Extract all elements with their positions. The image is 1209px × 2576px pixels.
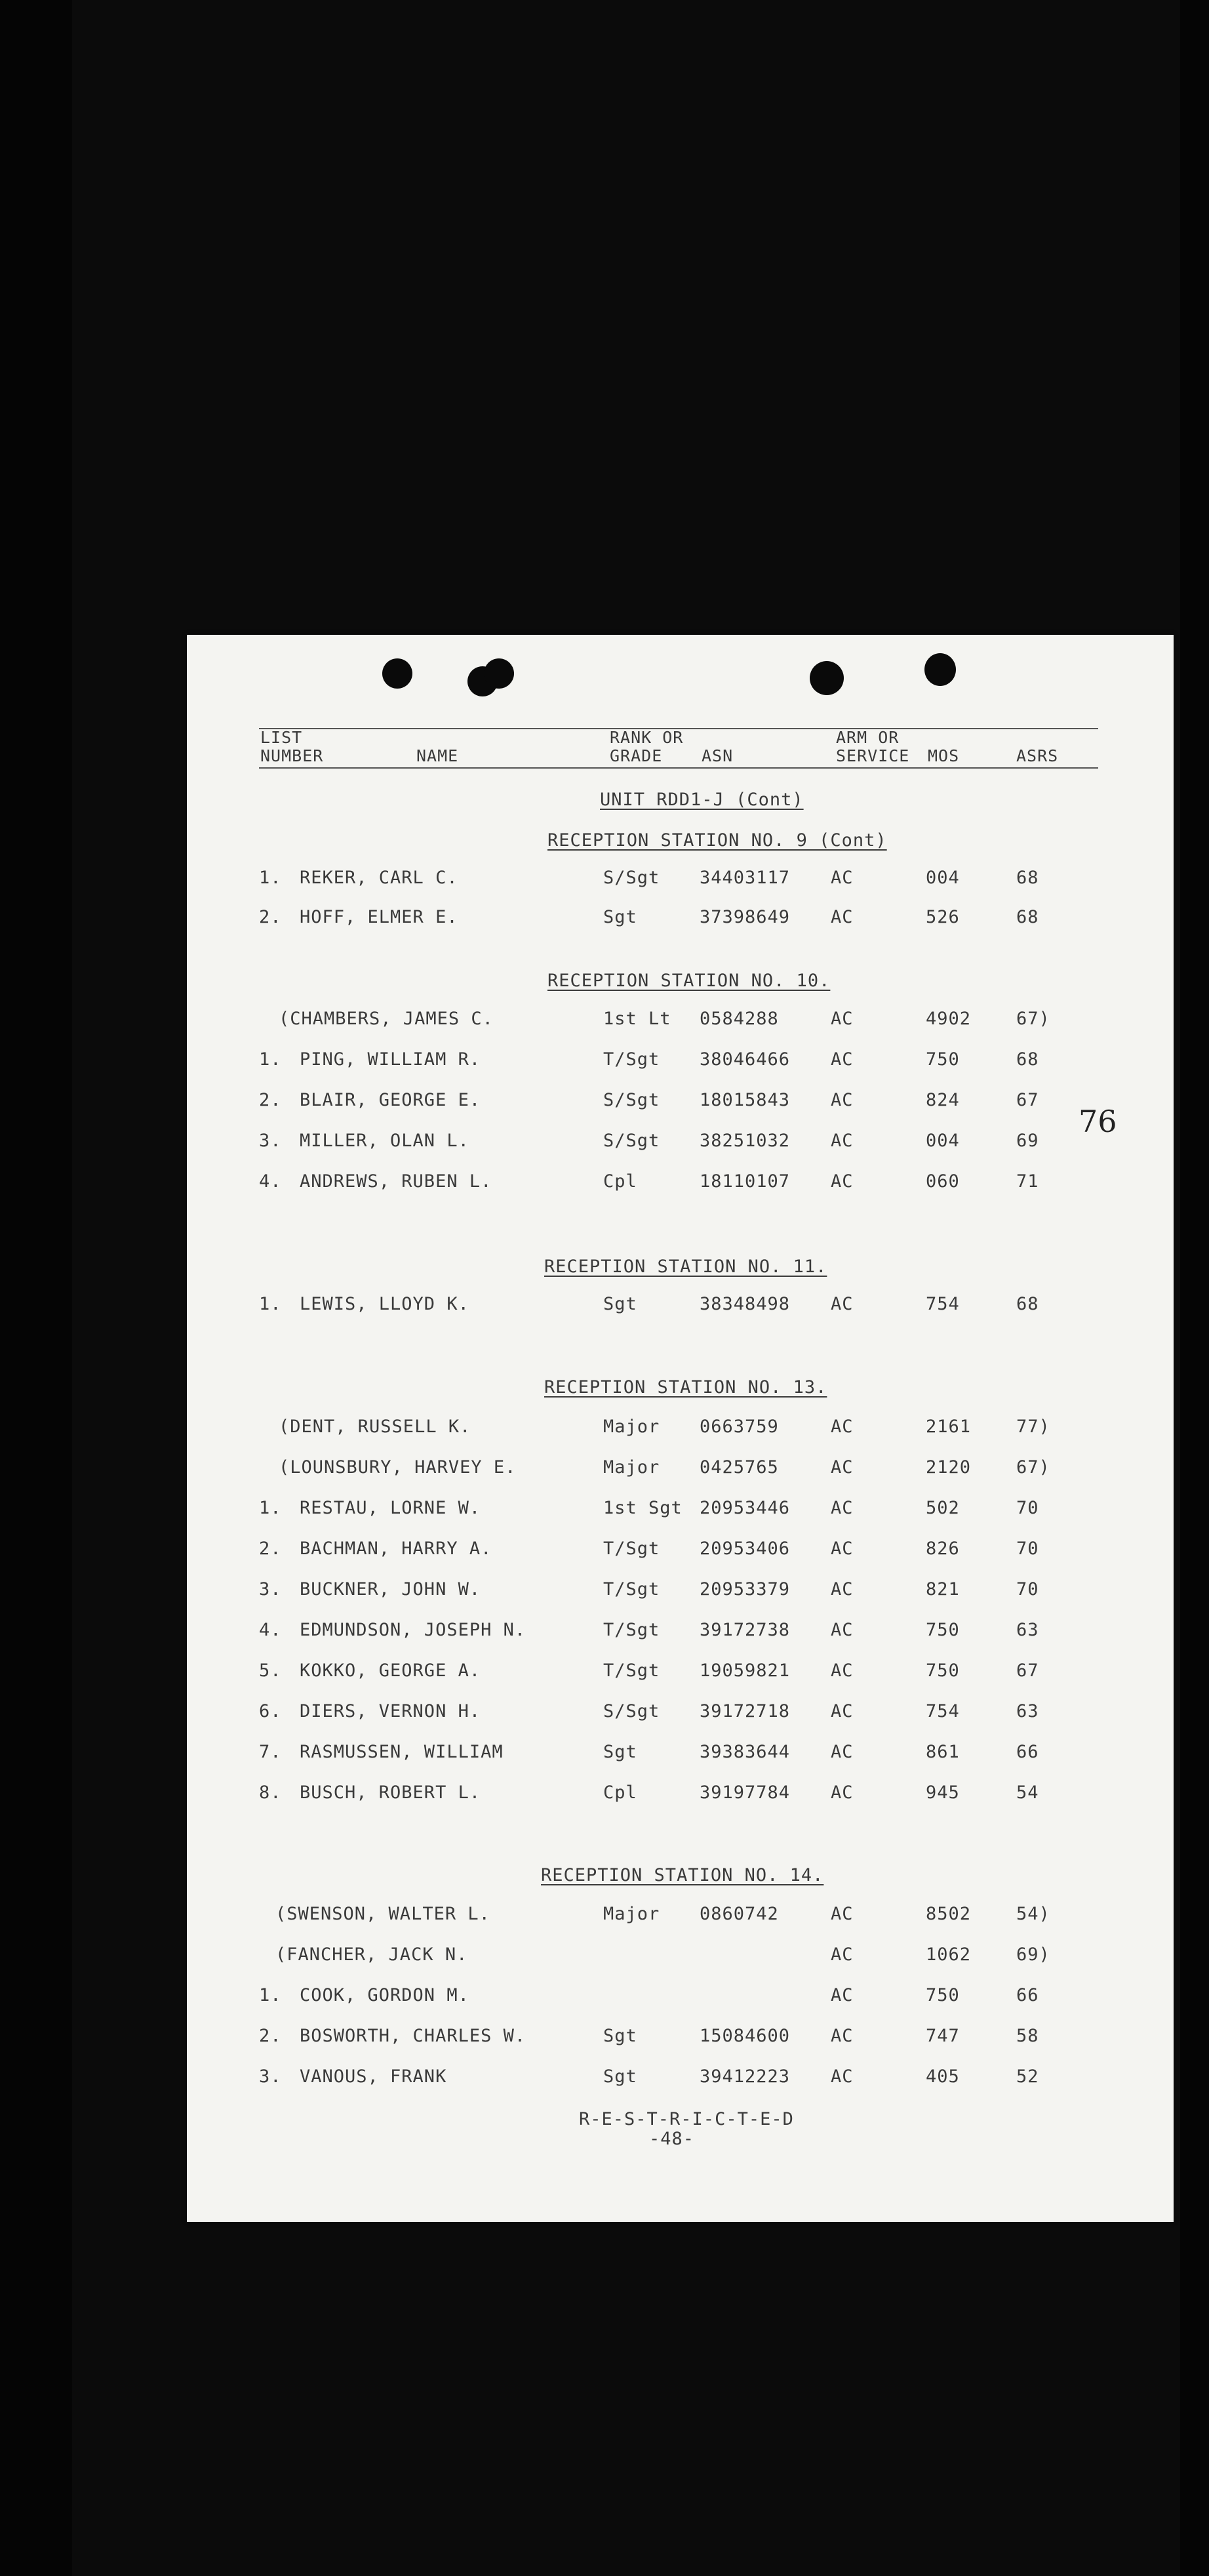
section-title: RECEPTION STATION NO. 13. — [544, 1377, 827, 1398]
mos-cell: 750 — [926, 1049, 960, 1070]
name-cell: BLAIR, GEORGE E. — [300, 1090, 481, 1110]
asn-cell: 18110107 — [700, 1171, 791, 1192]
table-row — [187, 1660, 1174, 1687]
arm-cell: AC — [831, 2066, 854, 2087]
classification-footer: R-E-S-T-R-I-C-T-E-D — [579, 2109, 794, 2129]
asrs-cell: 63 — [1016, 1620, 1039, 1640]
arm-cell: AC — [831, 907, 854, 927]
section-title: RECEPTION STATION NO. 9 (Cont) — [547, 830, 887, 851]
name-cell: RASMUSSEN, WILLIAM — [300, 1742, 504, 1762]
arm-cell: AC — [831, 1742, 854, 1762]
mos-cell: 750 — [926, 1985, 960, 2005]
list-number: 7. — [259, 1742, 282, 1762]
asrs-cell: 69 — [1016, 1131, 1039, 1151]
list-number: 3. — [259, 1579, 282, 1600]
asn-cell: 38251032 — [700, 1131, 791, 1151]
punch-hole — [382, 658, 412, 689]
list-number: 5. — [259, 1660, 282, 1681]
table-row — [187, 2026, 1174, 2052]
header-asn: ASN — [702, 746, 734, 765]
list-number: 6. — [259, 1701, 282, 1721]
asn-cell: 39172718 — [700, 1701, 791, 1721]
mos-cell: 2120 — [926, 1457, 972, 1478]
arm-cell: AC — [831, 1620, 854, 1640]
rank-cell: Sgt — [603, 1294, 637, 1314]
mos-cell: 747 — [926, 2026, 960, 2046]
table-row — [187, 868, 1174, 894]
rank-cell: Sgt — [603, 2066, 637, 2087]
table-row — [187, 1742, 1174, 1768]
name-cell: HOFF, ELMER E. — [300, 907, 458, 927]
asrs-cell: 66 — [1016, 1742, 1039, 1762]
rank-cell: Cpl — [603, 1171, 637, 1192]
mos-cell: 821 — [926, 1579, 960, 1600]
asrs-cell: 77) — [1016, 1417, 1050, 1437]
asn-cell: 39412223 — [700, 2066, 791, 2087]
mos-cell: 754 — [926, 1701, 960, 1721]
mos-cell: 861 — [926, 1742, 960, 1762]
name-cell: COOK, GORDON M. — [300, 1985, 469, 2005]
asn-cell: 20953379 — [700, 1579, 791, 1600]
table-row — [187, 1131, 1174, 1157]
name-cell: ANDREWS, RUBEN L. — [300, 1171, 492, 1192]
arm-cell: AC — [831, 1171, 854, 1192]
rank-cell: Sgt — [603, 2026, 637, 2046]
asrs-cell: 70 — [1016, 1498, 1039, 1518]
arm-cell: AC — [831, 1294, 854, 1314]
name-cell: REKER, CARL C. — [300, 868, 458, 888]
table-row — [187, 907, 1174, 933]
punch-hole — [924, 653, 956, 686]
list-number: 4. — [259, 1171, 282, 1192]
table-row — [187, 1009, 1174, 1035]
mos-cell: 8502 — [926, 1904, 972, 1924]
name-cell: DIERS, VERNON H. — [300, 1701, 481, 1721]
name-cell: (LOUNSBURY, HARVEY E. — [279, 1457, 517, 1478]
header-name: NAME — [416, 746, 459, 765]
list-number: 4. — [259, 1620, 282, 1640]
table-row — [187, 2066, 1174, 2093]
mos-cell: 754 — [926, 1294, 960, 1314]
table-row — [187, 1457, 1174, 1483]
list-number: 3. — [259, 1131, 282, 1151]
list-number: 1. — [259, 1049, 282, 1070]
rank-cell: T/Sgt — [603, 1049, 660, 1070]
rank-cell: Cpl — [603, 1782, 637, 1803]
punch-hole — [810, 661, 844, 695]
asrs-cell: 69) — [1016, 1944, 1050, 1965]
asn-cell: 20953446 — [700, 1498, 791, 1518]
rank-cell: Major — [603, 1904, 660, 1924]
name-cell: (CHAMBERS, JAMES C. — [279, 1009, 494, 1029]
header-bottom-rule — [259, 767, 1098, 769]
table-row — [187, 1904, 1174, 1930]
rank-cell: T/Sgt — [603, 1620, 660, 1640]
list-number: 1. — [259, 1498, 282, 1518]
table-row — [187, 1539, 1174, 1565]
mos-cell: 502 — [926, 1498, 960, 1518]
name-cell: BACHMAN, HARRY A. — [300, 1539, 492, 1559]
table-row — [187, 1620, 1174, 1646]
table-row — [187, 1294, 1174, 1320]
table-row — [187, 1417, 1174, 1443]
arm-cell: AC — [831, 1131, 854, 1151]
asrs-cell: 67) — [1016, 1457, 1050, 1478]
rank-cell: S/Sgt — [603, 1701, 660, 1721]
rank-cell: Sgt — [603, 907, 637, 927]
name-cell: PING, WILLIAM R. — [300, 1049, 481, 1070]
rank-cell: Major — [603, 1417, 660, 1437]
asn-cell: 34403117 — [700, 868, 791, 888]
asrs-cell: 58 — [1016, 2026, 1039, 2046]
rank-cell: S/Sgt — [603, 1131, 660, 1151]
table-row — [187, 1049, 1174, 1076]
asn-cell: 38046466 — [700, 1049, 791, 1070]
list-number: 2. — [259, 2026, 282, 2046]
scan-dark-edge-left — [0, 0, 72, 2576]
punch-hole — [484, 658, 514, 689]
asn-cell: 0584288 — [700, 1009, 779, 1029]
document-page — [187, 635, 1174, 2222]
mos-cell: 1062 — [926, 1944, 972, 1965]
arm-cell: AC — [831, 1417, 854, 1437]
scan-dark-edge-right — [1180, 0, 1209, 2576]
name-cell: BUSCH, ROBERT L. — [300, 1782, 481, 1803]
arm-cell: AC — [831, 1944, 854, 1965]
arm-cell: AC — [831, 1009, 854, 1029]
rank-cell: Sgt — [603, 1742, 637, 1762]
table-row — [187, 1090, 1174, 1116]
asn-cell: 39172738 — [700, 1620, 791, 1640]
list-number: 1. — [259, 868, 282, 888]
table-row — [187, 1944, 1174, 1971]
asrs-cell: 66 — [1016, 1985, 1039, 2005]
asn-cell: 37398649 — [700, 907, 791, 927]
asn-cell: 39383644 — [700, 1742, 791, 1762]
header-mos: MOS — [928, 746, 960, 765]
mos-cell: 526 — [926, 907, 960, 927]
asn-cell: 20953406 — [700, 1539, 791, 1559]
list-number: 8. — [259, 1782, 282, 1803]
asrs-cell: 68 — [1016, 868, 1039, 888]
asrs-cell: 52 — [1016, 2066, 1039, 2087]
arm-cell: AC — [831, 868, 854, 888]
name-cell: MILLER, OLAN L. — [300, 1131, 469, 1151]
list-number: 3. — [259, 2066, 282, 2087]
asn-cell: 19059821 — [700, 1660, 791, 1681]
asn-cell: 15084600 — [700, 2026, 791, 2046]
rank-cell: T/Sgt — [603, 1539, 660, 1559]
asrs-cell: 70 — [1016, 1579, 1039, 1600]
arm-cell: AC — [831, 1539, 854, 1559]
asrs-cell: 68 — [1016, 1049, 1039, 1070]
mos-cell: 826 — [926, 1539, 960, 1559]
rank-cell: S/Sgt — [603, 1090, 660, 1110]
arm-cell: AC — [831, 1660, 854, 1681]
name-cell: (SWENSON, WALTER L. — [275, 1904, 490, 1924]
asn-cell: 18015843 — [700, 1090, 791, 1110]
mos-cell: 4902 — [926, 1009, 972, 1029]
asn-cell: 0663759 — [700, 1417, 779, 1437]
table-row — [187, 1985, 1174, 2011]
rank-cell: T/Sgt — [603, 1660, 660, 1681]
name-cell: EDMUNDSON, JOSEPH N. — [300, 1620, 526, 1640]
name-cell: BUCKNER, JOHN W. — [300, 1579, 481, 1600]
asrs-cell: 68 — [1016, 1294, 1039, 1314]
asrs-cell: 67 — [1016, 1660, 1039, 1681]
asrs-cell: 70 — [1016, 1539, 1039, 1559]
rank-cell: S/Sgt — [603, 868, 660, 888]
rank-cell: T/Sgt — [603, 1579, 660, 1600]
mos-cell: 060 — [926, 1171, 960, 1192]
arm-cell: AC — [831, 1090, 854, 1110]
arm-cell: AC — [831, 1701, 854, 1721]
rank-cell: 1st Lt — [603, 1009, 671, 1029]
table-row — [187, 1579, 1174, 1605]
mos-cell: 750 — [926, 1620, 960, 1640]
arm-cell: AC — [831, 1985, 854, 2005]
arm-cell: AC — [831, 1579, 854, 1600]
name-cell: LEWIS, LLOYD K. — [300, 1294, 469, 1314]
name-cell: BOSWORTH, CHARLES W. — [300, 2026, 526, 2046]
asrs-cell: 68 — [1016, 907, 1039, 927]
list-number: 1. — [259, 1294, 282, 1314]
asrs-cell: 71 — [1016, 1171, 1039, 1192]
arm-cell: AC — [831, 1904, 854, 1924]
arm-cell: AC — [831, 2026, 854, 2046]
asrs-cell: 54 — [1016, 1782, 1039, 1803]
name-cell: KOKKO, GEORGE A. — [300, 1660, 481, 1681]
table-row — [187, 1701, 1174, 1727]
section-title: RECEPTION STATION NO. 11. — [544, 1257, 827, 1277]
list-number: 2. — [259, 907, 282, 927]
asrs-cell: 67) — [1016, 1009, 1050, 1029]
header-arm-or-service: ARM OR SERVICE — [836, 728, 910, 765]
arm-cell: AC — [831, 1498, 854, 1518]
section-title: RECEPTION STATION NO. 14. — [541, 1865, 824, 1885]
list-number: 2. — [259, 1090, 282, 1110]
rank-cell: 1st Sgt — [603, 1498, 683, 1518]
asn-cell: 39197784 — [700, 1782, 791, 1803]
arm-cell: AC — [831, 1049, 854, 1070]
list-number: 2. — [259, 1539, 282, 1559]
header-list-number: LIST NUMBER — [260, 728, 324, 765]
table-row — [187, 1782, 1174, 1809]
arm-cell: AC — [831, 1782, 854, 1803]
rank-cell: Major — [603, 1457, 660, 1478]
handwritten-page-stamp: 76 — [1079, 1104, 1117, 1139]
name-cell: (DENT, RUSSELL K. — [279, 1417, 471, 1437]
asrs-cell: 54) — [1016, 1904, 1050, 1924]
mos-cell: 004 — [926, 1131, 960, 1151]
section-title: RECEPTION STATION NO. 10. — [547, 971, 831, 991]
table-row — [187, 1498, 1174, 1524]
header-rank-or-grade: RANK OR GRADE — [610, 728, 684, 765]
mos-cell: 750 — [926, 1660, 960, 1681]
page-number: -48- — [649, 2129, 695, 2149]
unit-title: UNIT RDD1-J (Cont) — [600, 790, 804, 810]
header-asrs: ASRS — [1016, 746, 1059, 765]
mos-cell: 824 — [926, 1090, 960, 1110]
name-cell: VANOUS, FRANK — [300, 2066, 447, 2087]
mos-cell: 405 — [926, 2066, 960, 2087]
table-row — [187, 1171, 1174, 1197]
name-cell: RESTAU, LORNE W. — [300, 1498, 481, 1518]
asn-cell: 0860742 — [700, 1904, 779, 1924]
asrs-cell: 63 — [1016, 1701, 1039, 1721]
mos-cell: 945 — [926, 1782, 960, 1803]
arm-cell: AC — [831, 1457, 854, 1478]
asn-cell: 0425765 — [700, 1457, 779, 1478]
mos-cell: 2161 — [926, 1417, 972, 1437]
name-cell: (FANCHER, JACK N. — [275, 1944, 468, 1965]
list-number: 1. — [259, 1985, 282, 2005]
mos-cell: 004 — [926, 868, 960, 888]
asrs-cell: 67 — [1016, 1090, 1039, 1110]
asn-cell: 38348498 — [700, 1294, 791, 1314]
